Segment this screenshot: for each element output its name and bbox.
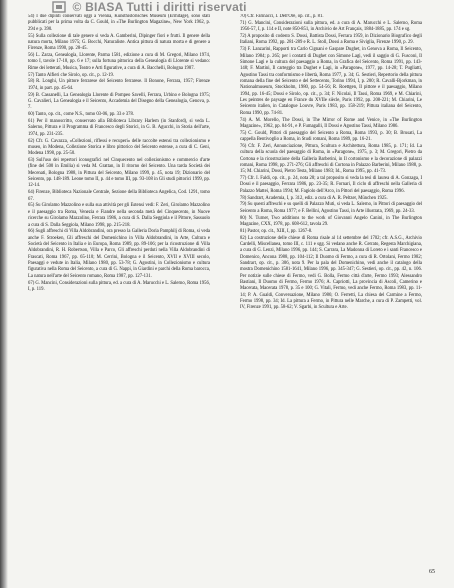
footnote: 70) Cfr. Farinacci, I. Dell'Ore, op. cit., p. 81. [240, 14, 324, 19]
footnote: 73) F. Lanzarini, Rapporti tra Carlo Cignani e Gaspare Dughet, in Genova a Roma, Il Seicento, Milano 1984; p. 265; per i contatti di Dughet con Simone Lagi, vedi il saggio di G. Fusconi, Il Simone Lagi e la cultura del paesaggio a Roma, in Grafica del Seicento, Roma 1991, pp. 143-148; F. Martini, Il carteggio tra Dughet e Lagi, in «Paragone», 1977, pp. 14-28; T. Pugliatti, Agostino Tassi tra conformismo e libertà, Roma 1977, p. 34; G. Sestieri, Repertorio della pittura romana della fine del Seicento e del Settecento, Torino 1994, I, p. 200; R. Cavalli-Bjorkman, in Nationalmuseum, Stockholm, 1980, pp. 54-56; R. Roettgen, Il pittore e il paesaggio, Milano 1994, pp. 16-45; Dossi e Sirolo, op. cit., p. 34; F. Nicolai, Il Tassi, Roma 1969, e M. Chiarini, Les peintres de paysage en France du XVIIe siècle, Paris 1992, pp. 208-221; M. Chiarini, Le Seicento italien, in Catalogue Louvre, Paris 1983, pp. 158-219; Pittura italiana del Seicento, Roma 1990, pp. 74-81. [240, 47, 422, 116]
footnote: 74) A. M. Morello, The Dossi, in The Mirror of Rome and Venice, in «The Burlington Magazine», 1962, pp. 84-91, e P. Fumagalli, Il Dossi e Agostino Tassi, Milano 1986. [240, 117, 422, 129]
footnote: 65) Su Girolamo Mazzolino e sulla sua attività per gli Estensi vedi: F. Zeri, Girolamo Mazzolino e il paesaggio tra Roma, Venezia e Fiandre nella seconda metà del Cinquecento, in Nuove ricerche su Girolamo Mazzolino, Ferrara 1986, a cura di S. Dalla Seggiola e il Pittore, Sassuolo a cura di S. Dalla Seggiola, Milano 1998, pp. 215-218. [28, 203, 210, 228]
binding-gutter [0, 0, 8, 588]
footnote: 57) Tanto Alfieri che Sirolo, op. cit., p. 12-19. [28, 72, 115, 78]
footnote: 75) C. Gould, Pittori di paesaggio del Seicento a Roma, Roma 1993, p. 30; B. Brusati, La cappella Bentivoglio a Roma, in Studi romani, Roma 1989, pp. 16-21. [240, 130, 422, 143]
footnote: 78) Sandrart, Academia, I, p. 312, ediz. a cura di A. R. Peltzer, München 1925. [240, 195, 388, 201]
footnote: 54) I due dipinti conservati oggi a Vienna, Kunsthistorisches Museum (Ermitage), sono stati pubblicati per la prima volta da C. Gould, in «The Burlington Magazine», New York 1962, p. 294 e p. 390. [28, 14, 210, 32]
left-column [28, 14, 210, 562]
footnote: 80) N. Turner, Two additions to the work of Giovanni Angelo Canini, in The Burlington Magazine, CXX, 1978, pp. 608-612, tavola 29. [240, 215, 422, 227]
footnote: 77) Cfr. I. Faldi, op. cit., p. 24, nota 28; a tal proposito si veda la tesi di laurea di A. Gonzaga, I Dossi e il paesaggio, Ferrara 1986, pp. 23-35; R. Fornari, Il ciclo di affreschi nella Galleria di Palazzo Mattei, Roma 1994; M. Fagiolo dell'Arco, in Pittori del paesaggio, Roma 1996. [240, 176, 422, 194]
biasa-logo-icon [52, 1, 66, 13]
right-column [240, 14, 422, 562]
footnote: 72) A proposito di codesto S. Dossi, Battista Dossi, Ferrara 1959, in Dizionario Biografico degli Italiani, Roma 1992, pp. 281-289 e R. L. Stoll, Dossi a Roma e Siviglia, Firenze 1990, p. 29. [240, 34, 422, 46]
footnote: 76) Cfr. F. Zeri, Annunciazione, Pittura, Scultura e Architettura, Roma 1985, p. 171; Id. La cultura della scuola del paesaggio di Roma, in «Paragone», 1975, p. 3; M. Gregori, Pietro da Cortona e la ricostruzione della Galleria Barberini, in Il cortonismo e la decorazione di palazzi romani, Roma 1998, pp. 271-276; Gli affreschi di Cortona in Palazzo Barberini, Milano 1988, p. 15; M. Chiarini, Dossi, Pietro Testa, Milano 1983; Id., Roma 1995, pp. 41-73. [240, 143, 422, 175]
footnote: 79) Su questi affreschi e su quelli di Palazzo Muti, si veda L. Salerno, in Pittori di paesaggio del Seicento a Roma, Roma 1977; e F. Bellini, Agostino Tassi, in Arte illustrata, 1969, pp. 24-33. [240, 202, 422, 214]
page-number: 65 [429, 569, 435, 575]
footnote: 55) Sulla collezione di tale genere si veda A. Gamberini, Dipinger fiori e frutti. Il genere della natura morta, Milano 1975; G. Bocchi, Naturaliste. Antica pittura di natura morta e di genere a Firenze, Roma 1990, pp. 28-45. [28, 33, 210, 52]
footnote: 59) B. Cassanelli, La Genealogia Llorente di Pompeo Savelli, Ferrara, Urbino e Bologna 1975; G. Cavalieri, La Genealogia e il Seicento, Accademia del Disegno della Genealogia, Genova, p. 7. [28, 92, 210, 111]
footnote: 82) La costruzione delle chiese di Roma risale al 14 settembre del 1702; cfr. A.S.G., Archivio Cardelli, Miscellanea, tomo III, c. 111 e sgg. Si vedano anche R. Cerrato, Regesta Marchigiana, a cura di G. Lenzi, Milano 1996, pp. 144; S. Carrara, La Madonna di Loreto e i santi Francesco e Domenico, Ancona 1988, pp. 104-112; Il Duomo di Fermo, a cura di R. Ortolani, Fermo 1982; Sandrart, op. cit., p. 306, nota 9. Per la pala del Domenichino, vedi anche il catalogo della mostra Domenichino 1581-1641, Milano 1996, pp. 345-347; G. Sestieri, op. cit., pp. 42, n. 106. Per notizie sulle chiese di Fermo, vedi G. Bolla, Fermo città d'arte, Fermo 1993; Alessandro Bastiani, Il Duomo di Fermo, Fermo 1976; A. Capriotti, La provincia di Ascoli, Camerino e Macerata, Macerata 1978, p. 35 e 100; G. Vitali, Fermo, vedi anche Fermo, Roma 1983, pp. 11-14; P. A. Gualdi, Conversazione, Milano 1986; O. Ferretti, La chiesa del Carmine a Fermo, Fermo 1998, pp. 34; Id. La pittura a Fermo, in Pittura nelle Marche, a cura di P. Zampetti, vol. IV, Firenze 1991, pp. 58-62; V. Sgarbi, in Scultura e Arte. [240, 235, 422, 311]
footnote: 56) L. Zarza, Genealogía, Llorente, Parma 1581, edizione a cura di M. Gregori, Milano 1974, tomo I, tavole 17-18, pp. 6 e 17; sulla fortuna pittorica della Genealogía di Llorente si vedano: Rime dei letterati, Musica, Teatro e Arti figurative, a cura di A. Bacchelli, Bologna 1987. [28, 53, 210, 71]
footnote: 64) Firenze, Biblioteca Nazionale Centrale, Sezione della Biblioteca Angelica, Cod. 1291, tomo 67. [28, 190, 210, 202]
footnote: 71) G. Mancini, Considerazioni sulla pittura, ed. a cura di A. Marucchi e L. Salerno, Roma 1956-57, I, p. 114 e II, note 850-851, in Archivio de Art Français, 1884-1885, pp. 174 e sg. [240, 20, 422, 33]
watermark-text: © BIASA Tutti i diritti riservati [72, 0, 247, 14]
footnote: 63) Sull'uso dei repertori iconografici nel Cinquecento nel collezionismo e commercio d'arte (fine del 500 in Emilia) si veda M. Grattan, in Il ritorno del Seicento. Una tarda Società dei Mecenati, Bologna 1988, in Pittura del Seicento, Milano 1999, p. 45, nota 19; Dizionario del Seicento, pp. 148-189. Leone tomo II, p. 44 e tomo III, pp. 93-108 in Gli studi pittorici 1999, pp. 12-14. [28, 158, 210, 189]
footnote: 62) Cfr. G. Cavazza, «Collezioni, riflessi e recuperi» delle raccolte estensi tra collezionismo e museo, in Modena, Collezione Storica e libro pittorico del Seicento estense, a cura di C. Geni, Modena 1998, pp. 25-50. [28, 138, 210, 157]
footnote: 61) Per il manoscritto, conservato alla Biblioteca Library Harlem (in Stanford), si veda L. Salerno, Pittura e il Programma di Francesco degli Storici, in G. B. Agucchi, in Storia dell'arte, 1974, pp. 231-235. [28, 119, 210, 137]
footnote: 58) R. Longhi, Un pittore ferrarese del Seicento ferrarese. Il Bonone, Ferrara, 1957; Firenze 1974, in part. pp. 45-64. [28, 79, 210, 91]
footnote: 60) Tanto, op. cit., come N.S., tomo 03-06, pp. 33 e 378. [28, 112, 134, 118]
watermark [52, 0, 247, 14]
footnote: 66) Sugli affreschi di Villa Aldobrandini, ora presso la Galleria Doria Pamphilj di Roma, si veda anche F. Stroeken, Gli affreschi del Domenichino in Villa Aldobrandini, in Arte, Cultura e Società del Seicento in Italia e in Europa, Roma 1989, pp. 89-106; per la ricostruzione di Villa Aldobrandini, R. H. Robertson, Villa e Parco, Gli affreschi perduti nella Villa Aldobrandini di Frascati, Roma 1967, pp. 65-110; M. Cerrini, Bologna e il Seicento, XVII e XVIII secolo, Paesaggi e vedute in Italia, Milano 1980, pp. 53-78; G. Agostini, in Collezionismo e cultura figurativa nella Roma del Seicento, a cura di G. Nappi, in Giardini e parchi della Roma barocca, La natura nell'arte del Seicento romano, Roma 1987, pp. 127-131. [28, 229, 210, 279]
footnote: 81) Pastor, op. cit., XIII, I, pp. 1267-8. [240, 228, 313, 234]
footnote: 67) G. Mancini, Considerazioni sulla pittura, ed. a cura di A. Marucchi e L. Salerno, Roma 1956, I, p. 119. [28, 280, 210, 292]
